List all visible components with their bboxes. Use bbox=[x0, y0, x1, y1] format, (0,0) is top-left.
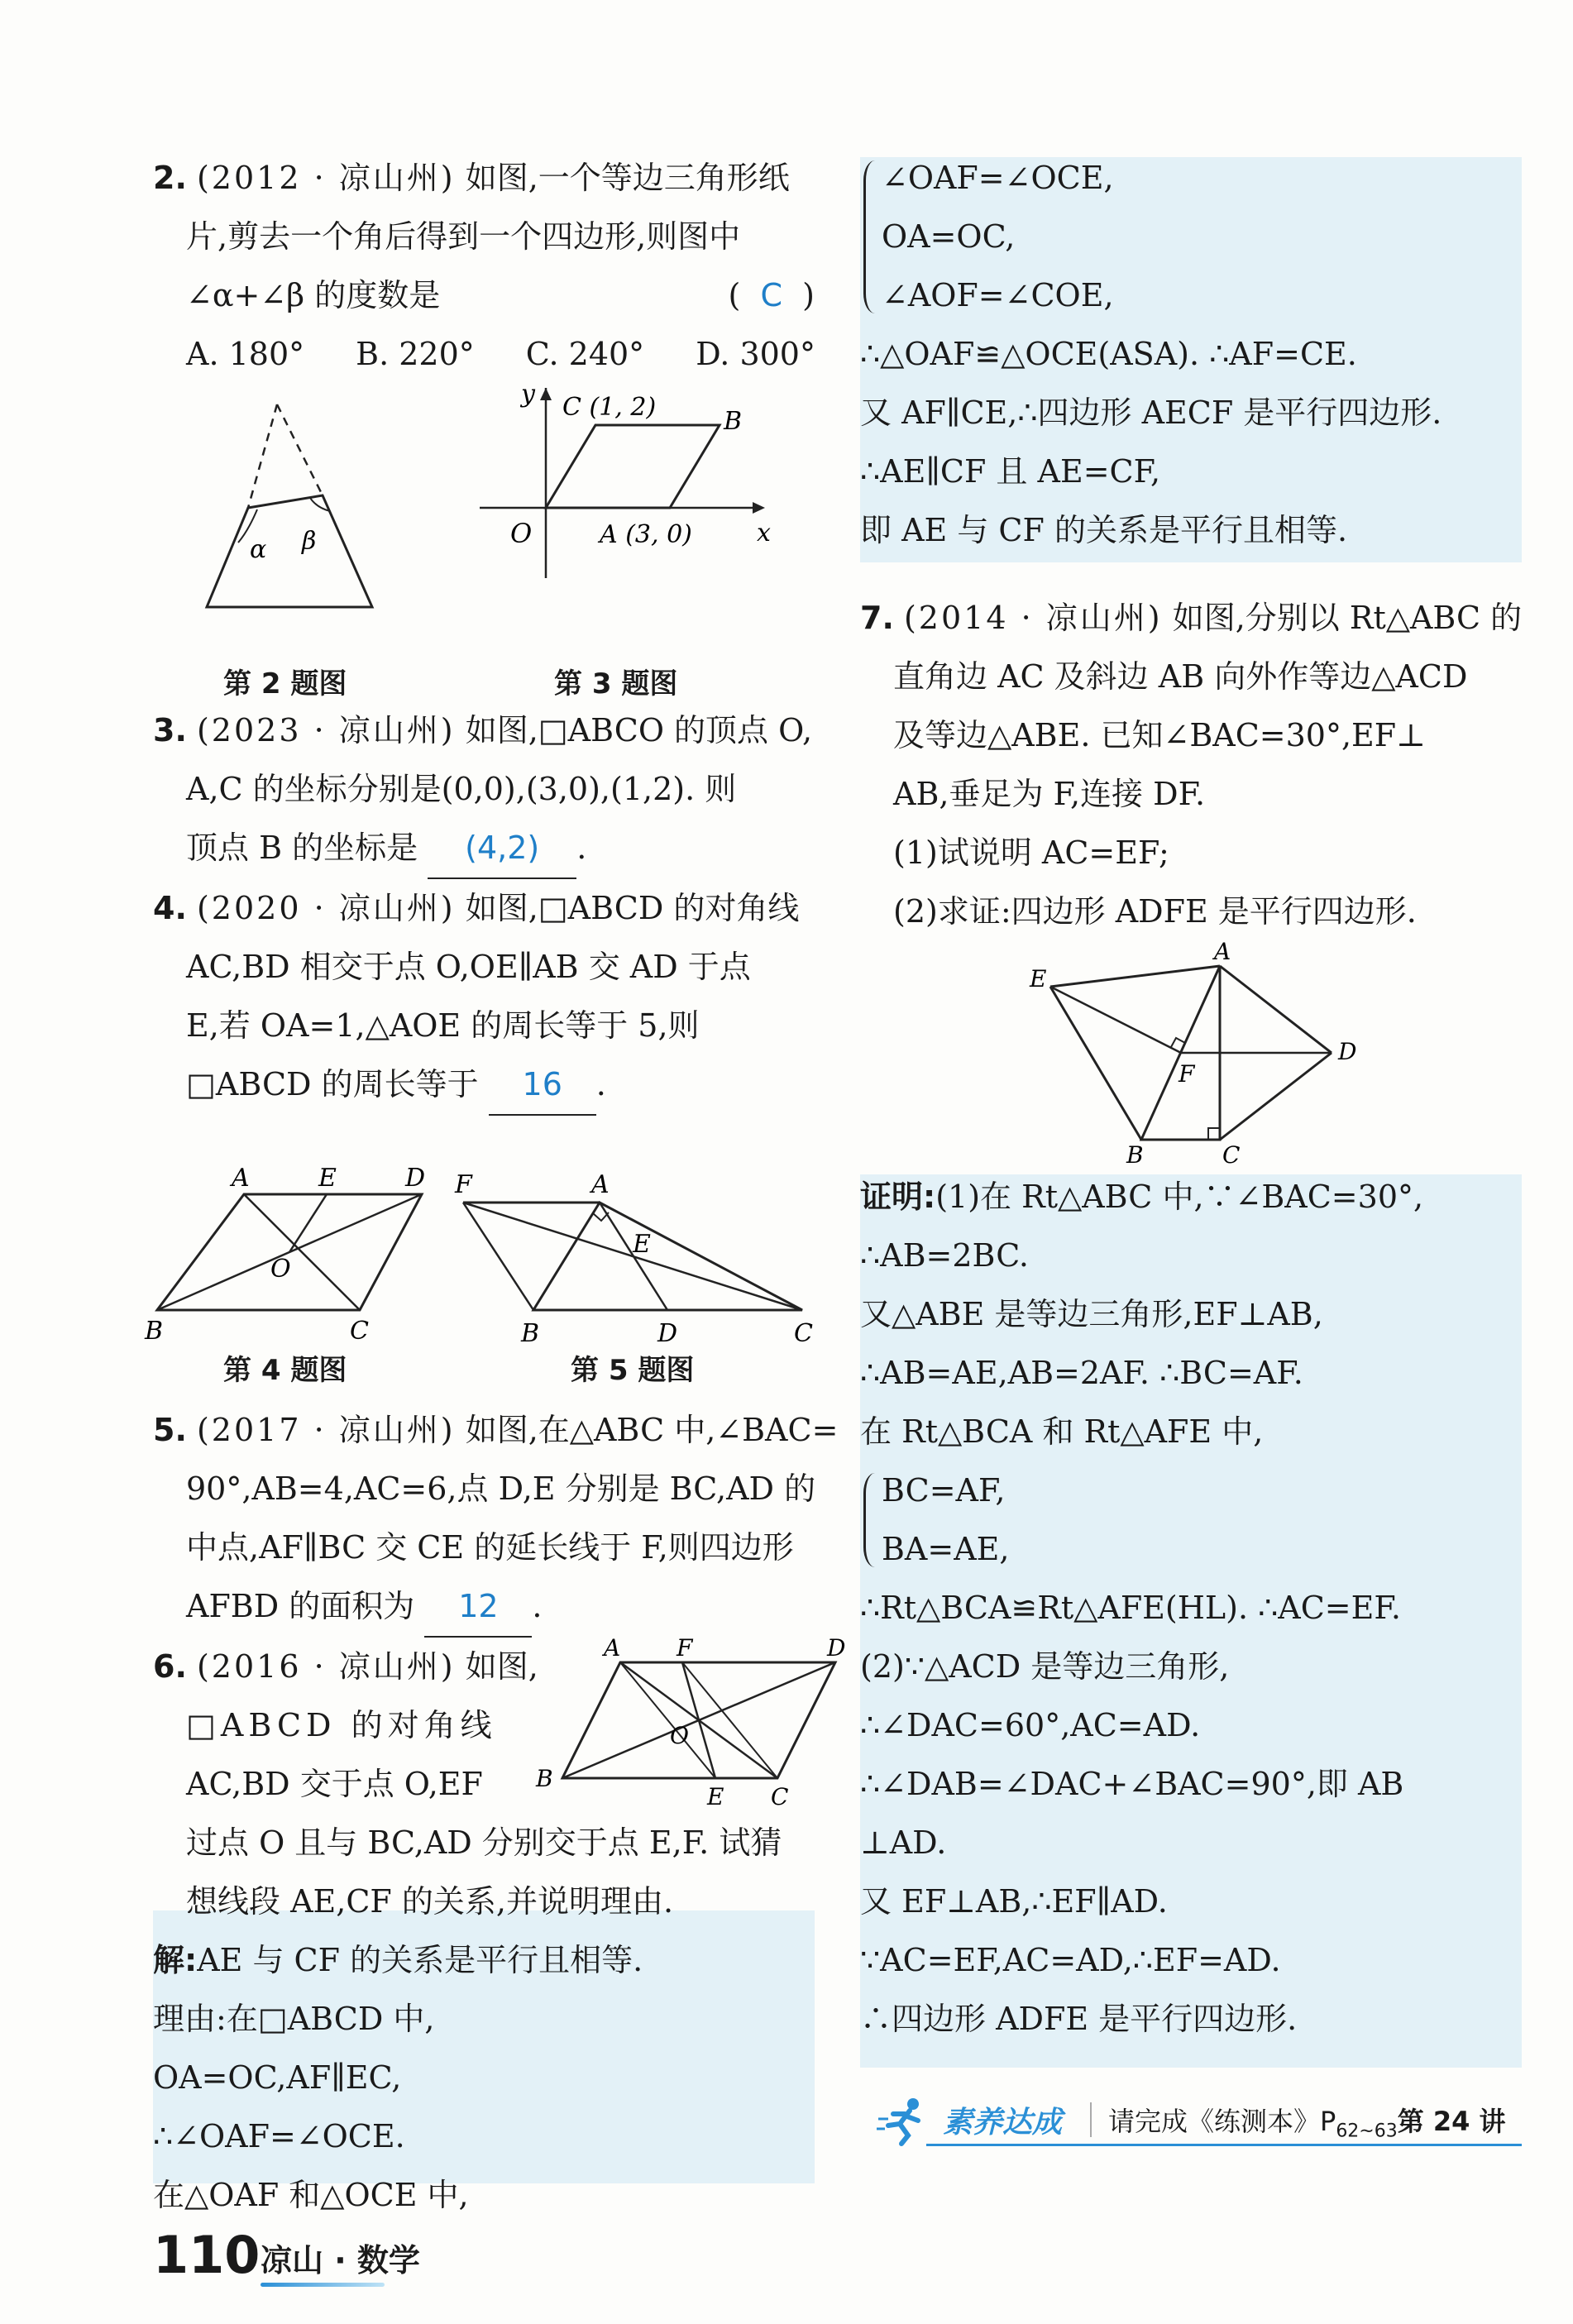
solution-text: 在△OAF 和△OCE 中, bbox=[153, 2177, 469, 2213]
fig3-y-arrow bbox=[540, 388, 552, 400]
proof-text: ∴AB=2BC. bbox=[860, 1237, 1029, 1274]
fig3-y-label: y bbox=[521, 380, 535, 409]
answer-blank: 16 bbox=[489, 1055, 596, 1116]
solution-text: ∴△OAF≌△OCE(ASA). ∴AF=CE. bbox=[860, 336, 1357, 372]
solution-text: 即 AE 与 CF 的关系是平行且相等. bbox=[860, 512, 1348, 548]
fig3-parallelogram bbox=[546, 425, 720, 508]
solution-text: AE 与 CF 的关系是平行且相等. bbox=[197, 1942, 643, 1978]
answer-blank: 12 bbox=[424, 1577, 532, 1638]
fig5-c: C bbox=[794, 1319, 813, 1348]
figure-4-5-svg bbox=[145, 1161, 815, 1434]
proof-text: (2)∵△ACD 是等边三角形, bbox=[860, 1648, 1230, 1685]
right-column bbox=[860, 149, 1522, 2049]
q7-conditions-brace bbox=[860, 1461, 1522, 1579]
answer-blank: (4,2) bbox=[428, 819, 576, 879]
practice-banner bbox=[877, 2092, 1522, 2150]
option-a: A. 180° bbox=[186, 336, 305, 372]
figure-6-svg bbox=[529, 1629, 844, 1811]
question-text: 如图,□ABCD 的对角线 bbox=[465, 890, 800, 926]
proof-text: 又△ABE 是等边三角形,EF⊥AB, bbox=[860, 1296, 1323, 1332]
fig7-ea bbox=[1050, 966, 1220, 987]
question-7-proof bbox=[860, 1168, 1522, 2049]
proof-text: ∵AC=EF,AC=AD,∴EF=AD. bbox=[860, 1942, 1281, 1978]
fig4-b: B bbox=[145, 1317, 164, 1346]
fig7-ad bbox=[1220, 966, 1332, 1053]
fig7-b: B bbox=[1126, 1141, 1144, 1169]
fig4-a: A bbox=[232, 1164, 250, 1193]
fig4-e: E bbox=[318, 1164, 337, 1193]
fig6-b: B bbox=[536, 1765, 553, 1792]
fig5-fb bbox=[463, 1203, 533, 1310]
fig4-d: D bbox=[405, 1164, 426, 1193]
question-source: (2016 · 凉山州) bbox=[196, 1648, 456, 1685]
question-source: (2012 · 凉山州) bbox=[196, 160, 456, 196]
fig2-quadrilateral bbox=[207, 495, 372, 607]
question-text: E,若 OA=1,△AOE 的周长等于 5,则 bbox=[186, 1007, 700, 1044]
figure-3-caption: 第 3 题图 bbox=[554, 667, 678, 701]
options-row bbox=[153, 325, 815, 384]
question-number: 2. bbox=[153, 160, 187, 196]
runner-icon bbox=[877, 2096, 935, 2145]
question-text: 中点,AF∥BC 交 CE 的延长线于 F,则四边形 bbox=[186, 1529, 794, 1566]
banner-tag: 素养达成 bbox=[943, 2106, 1063, 2140]
figure-5-caption: 第 5 题图 bbox=[571, 1354, 695, 1387]
fig2-dashed-right bbox=[277, 404, 323, 495]
figure-4-caption: 第 4 题图 bbox=[223, 1354, 347, 1387]
question-4: 4. (2020 · 凉山州) 如图,□ABCD 的对角线 AC,BD 相交于点 O,OE∥AB 交 AD 于点 E,若 OA=1,△AOE 的周长等于 5,则 □ABCD 的周长等于 16 . bbox=[153, 879, 815, 1116]
question-text: 过点 O 且与 BC,AD 分别交于点 E,F. 试猜 bbox=[186, 1824, 782, 1861]
fig2-alpha-label: α bbox=[250, 535, 267, 564]
condition-line: ∠OAF=∠OCE, bbox=[882, 160, 1114, 196]
fig5-d: D bbox=[657, 1319, 678, 1348]
fig7-cd bbox=[1220, 1053, 1332, 1140]
book-subtitle: 凉山 · 数学 bbox=[261, 2242, 420, 2279]
left-column bbox=[145, 149, 846, 2225]
question-source: (2014 · 凉山州) bbox=[903, 600, 1163, 636]
solution-text: 理由:在□ABCD 中, bbox=[153, 2001, 435, 2037]
fig6-ef bbox=[682, 1662, 715, 1778]
page-number: 110 bbox=[153, 2225, 261, 2285]
fig3-o-label: O bbox=[510, 518, 533, 549]
question-number: 7. bbox=[860, 600, 894, 636]
figure-7-svg bbox=[860, 938, 1522, 1169]
question-text: 片,剪去一个角后得到一个四边形,则图中 bbox=[186, 218, 741, 255]
fig3-b-label: B bbox=[724, 407, 743, 436]
figures-2-3 bbox=[153, 380, 815, 706]
banner-pages: 62~63 bbox=[1336, 2121, 1398, 2142]
fig5-b: B bbox=[521, 1319, 540, 1348]
question-text: 直角边 AC 及斜边 AB 向外作等边△ACD bbox=[893, 658, 1468, 695]
fig5-triangle-abc bbox=[533, 1203, 802, 1310]
option-b: B. 220° bbox=[356, 336, 475, 372]
condition-line: OA=OC, bbox=[882, 218, 1016, 255]
fig7-f: F bbox=[1179, 1060, 1195, 1088]
option-c: C. 240° bbox=[525, 336, 645, 372]
solution-label: 解: bbox=[153, 1942, 198, 1978]
proof-text: ∴AB=AE,AB=2AF. ∴BC=AF. bbox=[860, 1355, 1303, 1391]
footer-accent-bar bbox=[261, 2283, 385, 2287]
fig6-d: D bbox=[827, 1634, 846, 1662]
fig4-c: C bbox=[350, 1317, 369, 1346]
banner-divider bbox=[1090, 2102, 1092, 2137]
question-text: 如图,□ABCO 的顶点 O, bbox=[465, 712, 813, 748]
fig5-a: A bbox=[591, 1170, 610, 1199]
solution-text: OA=OC,AF∥EC, bbox=[153, 2059, 402, 2096]
question-number: 4. bbox=[153, 890, 187, 926]
question-source: (2017 · 凉山州) bbox=[196, 1412, 456, 1448]
question-7 bbox=[860, 589, 1522, 941]
fig4-diag-ac bbox=[244, 1194, 360, 1310]
question-text: 如图, bbox=[465, 1648, 538, 1685]
proof-text: (1)在 Rt△ABC 中,∵∠BAC=30°, bbox=[935, 1179, 1424, 1215]
fig7-d: D bbox=[1338, 1038, 1357, 1065]
question-text: AC,BD 相交于点 O,OE∥AB 交 AD 于点 bbox=[186, 949, 751, 985]
question-number: 5. bbox=[153, 1412, 187, 1448]
question-text: 顶点 B 的坐标是 bbox=[186, 830, 418, 866]
fig6-e: E bbox=[707, 1783, 724, 1810]
question-text: AFBD 的面积为 bbox=[186, 1588, 415, 1624]
fig3-c-label: C (1, 2) bbox=[562, 393, 657, 422]
question-text: 如图,在△ABC 中,∠BAC= bbox=[465, 1412, 839, 1448]
question-text: A,C 的坐标分别是(0,0),(3,0),(1,2). 则 bbox=[186, 771, 737, 807]
fig5-f: F bbox=[455, 1170, 472, 1199]
proof-text: 又 EF⊥AB,∴EF∥AD. bbox=[860, 1883, 1168, 1920]
question-2 bbox=[153, 149, 815, 384]
question-text: AC,BD 交于点 O,EF bbox=[186, 1766, 483, 1802]
fig2-dashed-left bbox=[248, 404, 277, 508]
fig4-o: O bbox=[270, 1255, 291, 1284]
banner-text: 请完成《练测本》$P_{62\sim 63}$第 24 讲 bbox=[1108, 2106, 1506, 2142]
q6-conditions-brace bbox=[860, 149, 1522, 325]
question-3: 3. (2023 · 凉山州) 如图,□ABCO 的顶点 O, A,C 的坐标分别是(0,0),(3,0),(1,2). 则 顶点 B 的坐标是 (4,2) . bbox=[153, 701, 815, 879]
question-text: 如图,一个等边三角形纸 bbox=[465, 160, 790, 196]
question-text: □ABCD 的对角线 bbox=[186, 1707, 497, 1743]
option-d: D. 300° bbox=[696, 336, 815, 372]
question-6-solution bbox=[153, 1931, 815, 2225]
solution-text: ∴AE∥CF 且 AE=CF, bbox=[860, 453, 1161, 490]
banner-underline bbox=[926, 2144, 1522, 2146]
fig3-a-label: A (3, 0) bbox=[600, 520, 692, 549]
question-text: □ABCD 的周长等于 bbox=[186, 1066, 479, 1102]
proof-text: ∴∠DAC=60°,AC=AD. bbox=[860, 1707, 1201, 1743]
solution-text: ∴∠OAF=∠OCE. bbox=[153, 2118, 405, 2154]
figure-2-caption: 第 2 题图 bbox=[223, 667, 347, 701]
question-source: (2023 · 凉山州) bbox=[196, 712, 456, 748]
condition-line: ∠AOF=∠COE, bbox=[882, 277, 1114, 313]
fig7-a: A bbox=[1214, 938, 1231, 965]
banner-suffix: 第 24 讲 bbox=[1397, 2106, 1506, 2137]
question-text: 想线段 AE,CF 的关系,并说明理由. bbox=[186, 1883, 674, 1920]
fig2-beta-label: β bbox=[302, 527, 317, 556]
question-text: ∠α+∠β 的度数是 bbox=[186, 277, 441, 313]
proof-text: 在 Rt△BCA 和 Rt△AFE 中, bbox=[860, 1413, 1264, 1450]
condition-line: BC=AF, bbox=[882, 1472, 1006, 1509]
fig6-a: A bbox=[604, 1634, 621, 1662]
question-number: 6. bbox=[153, 1648, 187, 1685]
answer-choice: ( C ) bbox=[728, 277, 815, 313]
fig3-x-arrow bbox=[753, 502, 765, 514]
question-number: 3. bbox=[153, 712, 187, 748]
solution-text: 又 AF∥CE,∴四边形 AECF 是平行四边形. bbox=[860, 395, 1442, 431]
question-6 bbox=[153, 1634, 846, 1931]
fig6-c: C bbox=[771, 1783, 789, 1810]
question-text: 90°,AB=4,AC=6,点 D,E 分别是 BC,AD 的 bbox=[186, 1470, 816, 1507]
figure-2-3-svg bbox=[153, 380, 815, 706]
question-text: (1)试说明 AC=EF; bbox=[893, 834, 1169, 871]
fig7-right-angle-c bbox=[1208, 1128, 1220, 1140]
question-5: 5. (2017 · 凉山州) 如图,在△ABC 中,∠BAC= 90°,AB=4,AC=6,点 D,E 分别是 BC,AD 的 中点,AF∥BC 交 CE 的延长线于 F,则四边形 AFBD 的面积为 12 . bbox=[153, 1401, 815, 1638]
question-text: AB,垂足为 F,连接 DF. bbox=[893, 776, 1206, 812]
fig3-x-label: x bbox=[757, 519, 771, 548]
fig5-e: E bbox=[633, 1230, 651, 1259]
question-text: 如图,分别以 Rt△ABC 的 bbox=[1172, 600, 1523, 636]
question-source: (2020 · 凉山州) bbox=[196, 890, 456, 926]
proof-label: 证明: bbox=[860, 1179, 936, 1215]
fig7-e: E bbox=[1030, 965, 1047, 992]
question-text: (2)求证:四边形 ADFE 是平行四边形. bbox=[893, 893, 1417, 930]
proof-text: ∴Rt△BCA≌Rt△AFE(HL). ∴AC=EF. bbox=[860, 1590, 1401, 1626]
question-text: 及等边△ABE. 已知∠BAC=30°,EF⊥ bbox=[893, 717, 1426, 753]
fig7-c: C bbox=[1222, 1141, 1241, 1169]
condition-line: BA=AE, bbox=[882, 1531, 1010, 1567]
fig6-o: O bbox=[670, 1722, 689, 1749]
proof-text: ∴四边形 ADFE 是平行四边形. bbox=[860, 2001, 1298, 2037]
fig6-f: F bbox=[677, 1634, 693, 1662]
proof-text: ⊥AD. bbox=[860, 1824, 947, 1861]
proof-text: ∴∠DAB=∠DAC+∠BAC=90°,即 AB bbox=[860, 1766, 1404, 1802]
